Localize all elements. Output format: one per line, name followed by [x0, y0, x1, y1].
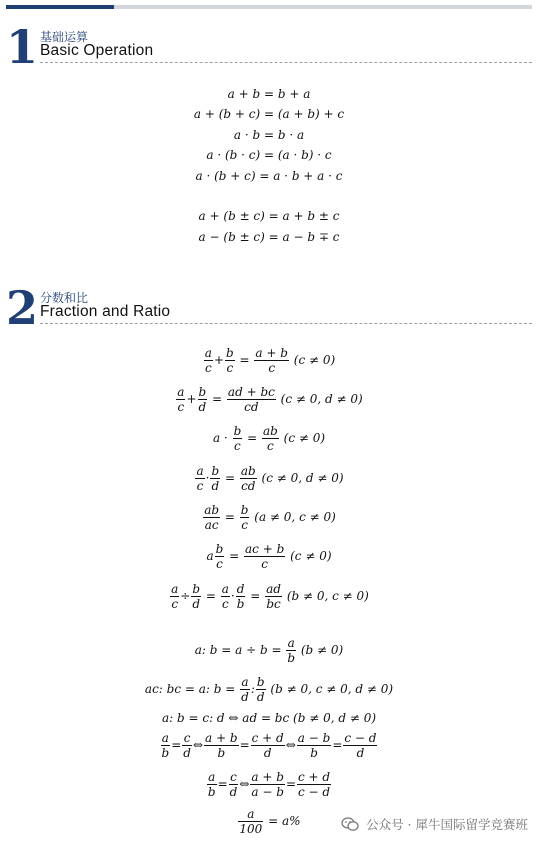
- formula-proportion-sum-diff: $\frac{a}{b}$ = $\frac{c}{d}$ ⇔ $\frac{a + b}{a - b}$ = $\frac{c + d}{c - d}$: [207, 770, 331, 799]
- fraction: $\frac{b}{d}$: [192, 582, 201, 611]
- section-title-en: Fraction and Ratio: [40, 303, 171, 320]
- fraction: $\frac{a + b}{c}$: [255, 346, 288, 375]
- fraction: $\frac{b}{c}$: [240, 503, 249, 532]
- fraction: $\frac{a}{b}$: [287, 636, 296, 665]
- formula-scalar-times-fraction: a · $\frac{b}{c}$ = $\frac{ab}{c}$ (c ≠ 0): [212, 424, 326, 453]
- fraction: $\frac{a}{c}$: [204, 346, 212, 375]
- fraction: $\frac{b}{d}$: [198, 385, 207, 414]
- formula-associative-add: a + (b + c) = (a + b) + c: [193, 107, 345, 121]
- formula-percent: $\frac{a}{100}$ = a%: [239, 807, 301, 836]
- section-1-header: [6, 20, 532, 74]
- fraction: $\frac{ac + b}{c}$: [245, 542, 285, 571]
- fraction: $\frac{c + d}{d}$: [251, 731, 284, 760]
- formula-proportion-compound: $\frac{a}{b}$ = $\frac{c}{d}$ ⇔ $\frac{a + b}{b}$ = $\frac{c + d}{d}$ ⇔ $\frac{a - b}{b}$ = $\frac{c - d}{d}$: [161, 731, 377, 760]
- condition: (c ≠ 0, d ≠ 0): [261, 471, 344, 485]
- formula-sub-plusminus: a − (b ± c) = a − b ∓ c: [198, 230, 340, 244]
- condition: (c ≠ 0): [293, 353, 336, 367]
- fraction: $\frac{a}{100}$: [239, 807, 263, 836]
- fraction: $\frac{b}{d}$: [211, 464, 220, 493]
- top-bar: [6, 5, 532, 9]
- formula-fraction-division: $\frac{a}{c}$ ÷ $\frac{b}{d}$ = $\frac{a}{c}$ · $\frac{d}{b}$ = $\frac{ad}{bc}$ (b ≠ 0, c ≠ 0): [171, 582, 369, 611]
- formula-same-denominator-add: $\frac{a}{c}$ + $\frac{b}{c}$ = $\frac{a + b}{c}$ (c ≠ 0): [204, 346, 336, 375]
- formula-fraction-product: $\frac{a}{c}$ · $\frac{b}{d}$ = $\frac{ab}{cd}$ (c ≠ 0, d ≠ 0): [196, 464, 344, 493]
- formula-mixed-number: a $\frac{b}{c}$ = $\frac{ac + b}{c}$ (c ≠ 0): [206, 542, 332, 571]
- fraction: $\frac{c}{d}$: [229, 770, 238, 799]
- condition: (b ≠ 0, c ≠ 0): [286, 589, 369, 603]
- formula-commutative-add: a + b = b + a: [227, 87, 311, 101]
- fraction: $\frac{a}{b}$: [207, 770, 216, 799]
- fraction: $\frac{ab}{cd}$: [240, 464, 256, 493]
- fraction: $\frac{ad + bc}{cd}$: [227, 385, 275, 414]
- fraction: $\frac{ad}{bc}$: [266, 582, 281, 611]
- section-title-cn: 基础运算: [40, 30, 89, 44]
- condition: (a ≠ 0, c ≠ 0): [254, 510, 336, 524]
- formula-add-plusminus: a + (b ± c) = a + b ± c: [198, 209, 340, 223]
- formula-associative-mul: a · (b · c) = (a · b) · c: [206, 148, 332, 162]
- fraction: $\frac{b}{c}$: [215, 542, 224, 571]
- fraction: $\frac{a + b}{a - b}$: [251, 770, 284, 799]
- fraction: $\frac{a + b}{b}$: [205, 731, 238, 760]
- watermark-text: 公众号 · 犀牛国际留学竞赛班: [366, 817, 528, 832]
- condition: (c ≠ 0, d ≠ 0): [280, 392, 363, 406]
- section-title-cn: 分数和比: [40, 291, 89, 305]
- fraction: $\frac{b}{d}$: [256, 675, 265, 704]
- section-2-header: [6, 281, 532, 335]
- fraction: $\frac{a}{c}$: [221, 582, 229, 611]
- fraction: $\frac{c}{d}$: [183, 731, 191, 760]
- fraction: $\frac{c + d}{c - d}$: [298, 770, 331, 799]
- condition: (b ≠ 0, c ≠ 0, d ≠ 0): [270, 682, 394, 696]
- fraction: $\frac{ab}{ac}$: [204, 503, 220, 532]
- fraction: $\frac{c - d}{d}$: [344, 731, 377, 760]
- top-bar-accent: [6, 5, 114, 9]
- formula-distributive: a · (b + c) = a · b + a · c: [195, 169, 343, 183]
- fraction: $\frac{b}{c}$: [226, 346, 234, 375]
- section-number: 1: [6, 20, 39, 74]
- dashed-divider: [40, 323, 532, 324]
- fraction: $\frac{b}{c}$: [233, 424, 242, 453]
- fraction: $\frac{a - b}{b}$: [297, 731, 331, 760]
- condition: (c ≠ 0): [283, 431, 326, 445]
- fraction: $\frac{d}{b}$: [236, 582, 245, 611]
- formula-ratio-division: a: b = a ÷ b = $\frac{a}{b}$ (b ≠ 0): [194, 636, 344, 665]
- dashed-divider: [40, 62, 532, 63]
- formula-commutative-mul: a · b = b · a: [233, 128, 305, 142]
- formula-proportion-cross: a: b = c: d ⇔ ad = bc (b ≠ 0, d ≠ 0): [161, 711, 377, 725]
- section-title-en: Basic Operation: [40, 42, 154, 59]
- formula-diff-denominator-add: $\frac{a}{c}$ + $\frac{b}{d}$ = $\frac{ad + bc}{cd}$ (c ≠ 0, d ≠ 0): [177, 385, 363, 414]
- fraction: $\frac{ab}{c}$: [262, 424, 278, 453]
- wechat-icon: [341, 817, 359, 835]
- condition: (c ≠ 0): [290, 549, 332, 563]
- formula-fraction-reduce: $\frac{ab}{ac}$ = $\frac{b}{c}$ (a ≠ 0, c ≠ 0): [204, 503, 336, 532]
- formula-ratio-scaling: ac: bc = a: b = $\frac{a}{d}$ : $\frac{b}{d}$ (b ≠ 0, c ≠ 0, d ≠ 0): [144, 675, 394, 704]
- fraction: $\frac{a}{c}$: [171, 582, 179, 611]
- fraction: $\frac{a}{b}$: [161, 731, 170, 760]
- section-number: 2: [6, 281, 39, 335]
- fraction: $\frac{a}{c}$: [196, 464, 204, 493]
- fraction: $\frac{a}{c}$: [177, 385, 185, 414]
- watermark: [341, 815, 528, 835]
- fraction: $\frac{a}{d}$: [241, 675, 249, 704]
- condition: (b ≠ 0): [300, 643, 344, 657]
